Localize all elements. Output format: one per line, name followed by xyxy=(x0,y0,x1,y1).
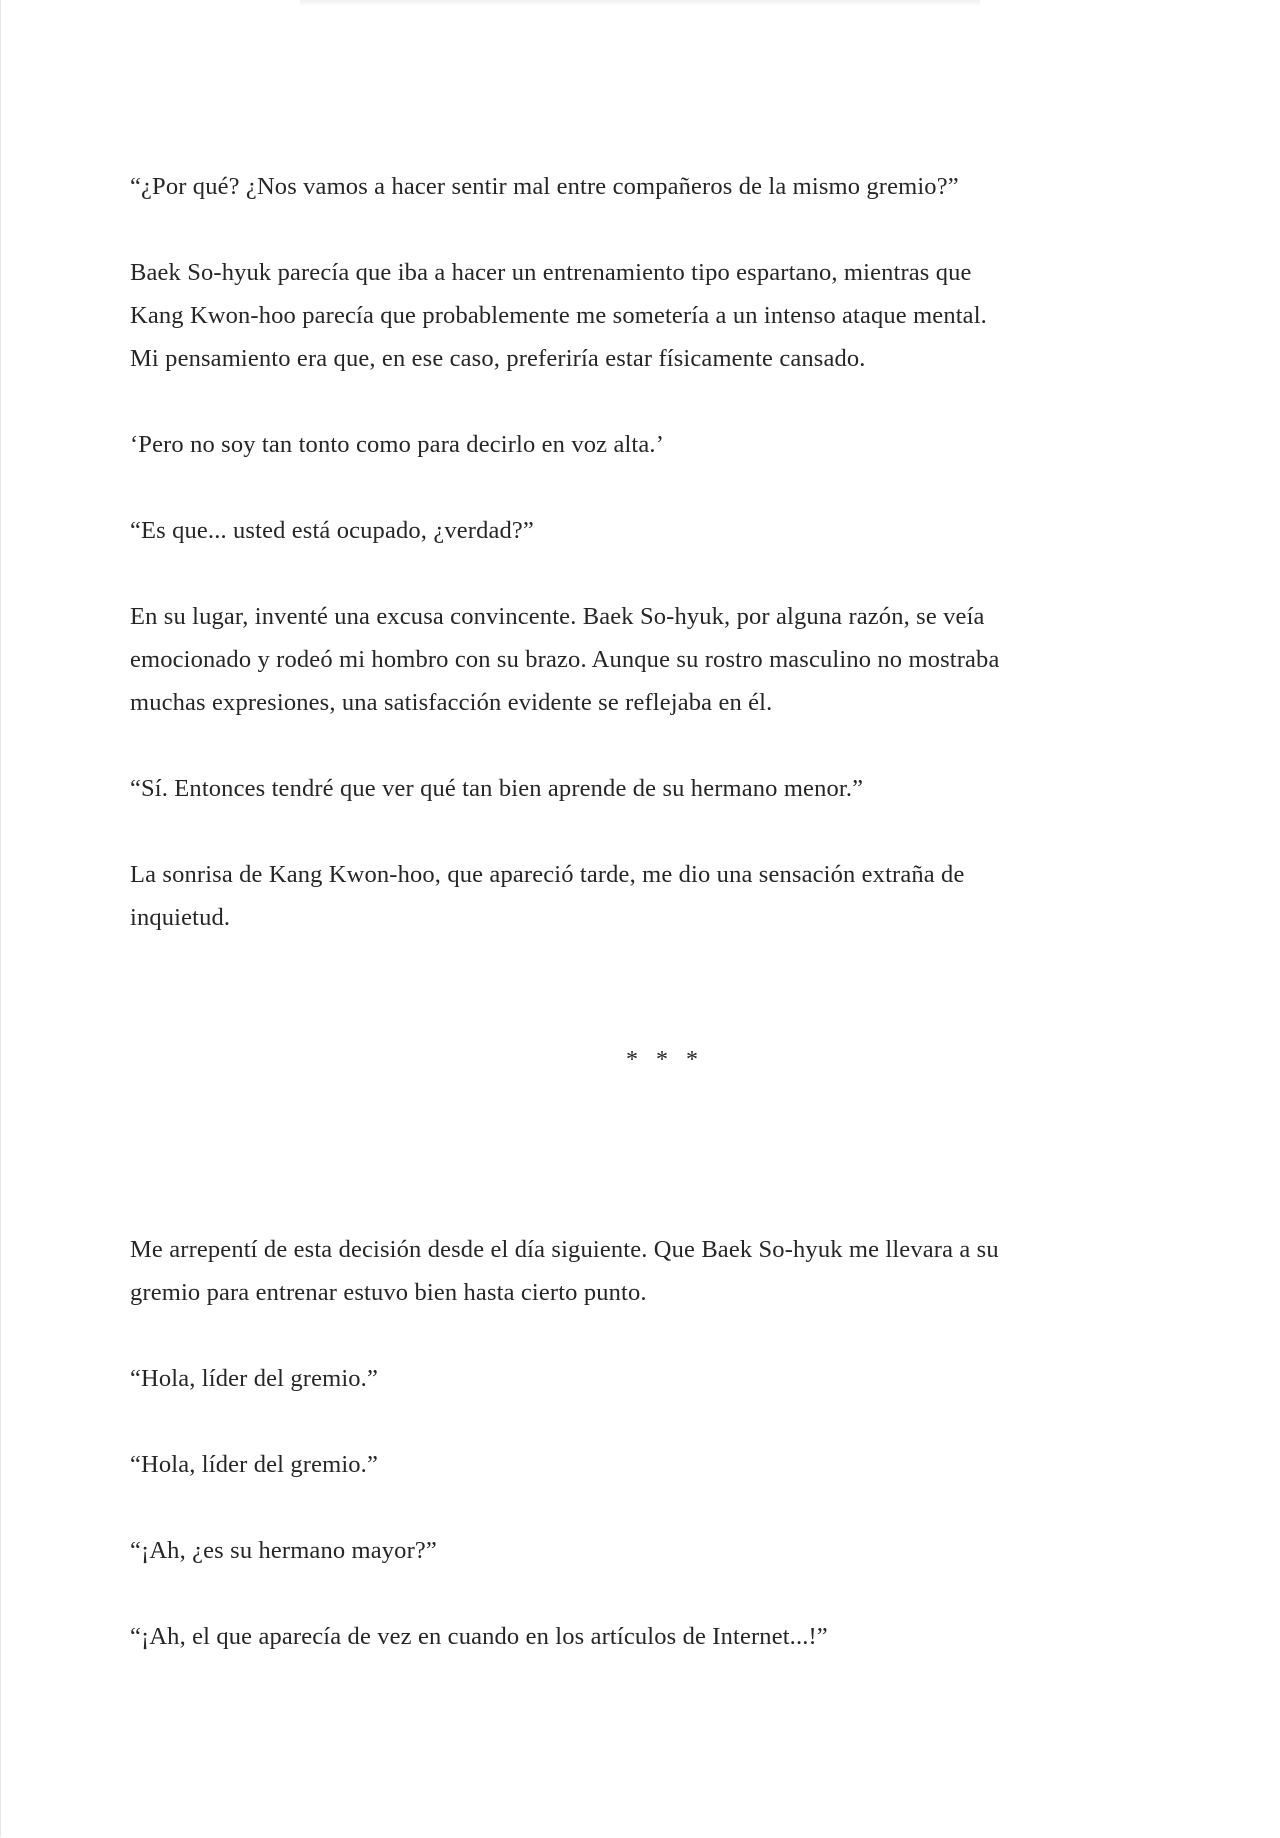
paragraph xyxy=(130,251,1170,380)
text-line: “¡Ah, el que aparecía de vez en cuando en los artículos de Internet...!” xyxy=(130,1623,828,1650)
text-line: Kang Kwon-hoo parecía que probablemente me sometería a un intenso ataque mental. xyxy=(130,302,987,329)
text-line: La sonrisa de Kang Kwon-hoo, que apareció tarde, me dio una sensación extraña de xyxy=(130,861,965,888)
top-shadow xyxy=(300,0,980,6)
paragraph xyxy=(130,1443,1170,1486)
text-line: inquietud. xyxy=(130,904,231,931)
paragraph xyxy=(130,1529,1170,1572)
text-line: emocionado y rodeó mi hombro con su brazo. Aunque su rostro masculino no mostraba xyxy=(130,646,1000,673)
text-line: En su lugar, inventé una excusa convincente. Baek So-hyuk, por alguna razón, se veía xyxy=(130,603,985,630)
paragraph xyxy=(130,423,1170,466)
text-line: “¿Por qué? ¿Nos vamos a hacer sentir mal entre compañeros de la mismo gremio?” xyxy=(130,173,959,200)
paragraph xyxy=(130,767,1170,810)
text-line: muchas expresiones, una satisfacción evidente se reflejaba en él. xyxy=(130,689,773,716)
paragraph xyxy=(130,165,1170,208)
text-line: Me arrepentí de esta decisión desde el día siguiente. Que Baek So-hyuk me llevara a su xyxy=(130,1236,999,1263)
paragraph xyxy=(130,1357,1170,1400)
paragraph xyxy=(130,1615,1170,1658)
text-line: “Es que... usted está ocupado, ¿verdad?” xyxy=(130,517,534,544)
paragraph xyxy=(130,509,1170,552)
document-body xyxy=(130,165,1170,1701)
section-separator: * * * xyxy=(626,1047,704,1073)
text-line: Mi pensamiento era que, en ese caso, preferiría estar físicamente cansado. xyxy=(130,345,866,372)
text-line: Baek So-hyuk parecía que iba a hacer un entrenamiento tipo espartano, mientras que xyxy=(130,259,972,286)
paragraph xyxy=(130,853,1170,939)
text-line: “¡Ah, ¿es su hermano mayor?” xyxy=(130,1537,437,1564)
text-line: “Hola, líder del gremio.” xyxy=(130,1451,378,1478)
text-line: gremio para entrenar estuvo bien hasta cierto punto. xyxy=(130,1279,647,1306)
text-line: “Hola, líder del gremio.” xyxy=(130,1365,378,1392)
text-line: ‘Pero no soy tan tonto como para decirlo en voz alta.’ xyxy=(130,431,665,458)
paragraph xyxy=(130,595,1170,724)
text-line: “Sí. Entonces tendré que ver qué tan bien aprende de su hermano menor.” xyxy=(130,775,864,802)
paragraph xyxy=(130,1228,1170,1314)
